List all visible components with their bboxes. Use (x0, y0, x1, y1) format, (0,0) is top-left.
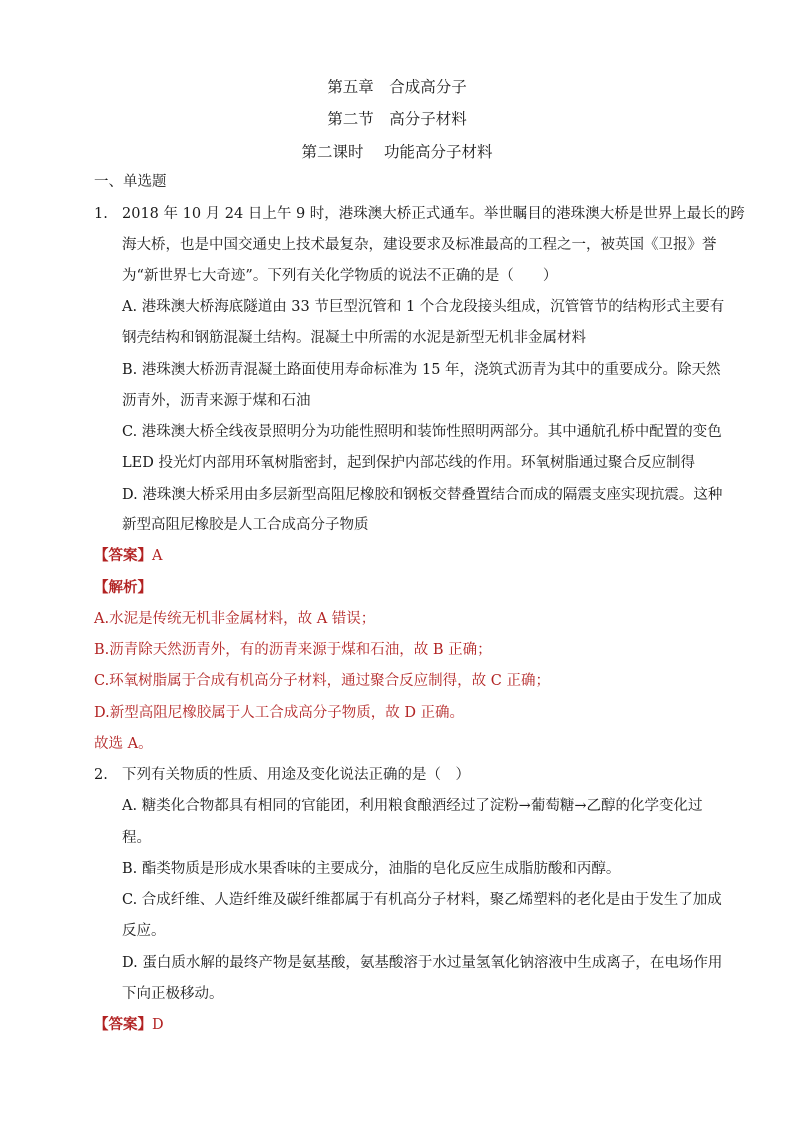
q2-option-d: D. 蛋白质水解的最终产物是氨基酸，氨基酸溶于水过量氢氧化钠溶液中生成离子，在电场作用 (122, 955, 723, 971)
q1-option-b: B. 港珠澳大桥沥青混凝土路面使用寿命标准为 15 年，浇筑式沥青为其中的重要成分。除天然 (122, 362, 721, 378)
lesson-title: 第二课时 功能高分子材料 (301, 143, 493, 161)
q1-option-d: D. 港珠澳大桥采用由多层新型高阻尼橡胶和钢板交替叠置结合而成的隔震支座实现抗震。这种 (122, 487, 723, 503)
q1-stem-line: 为“新世界七大奇迹”。下列有关化学物质的说法不正确的是（ ） (122, 268, 558, 284)
q2-option-a: 程。 (122, 830, 151, 846)
q1-conclusion: 故选 A。 (94, 736, 153, 752)
q1-option-c: C. 港珠澳大桥全线夜景照明分为功能性照明和装饰性照明两部分。其中通航孔桥中配置的变色 (122, 424, 722, 440)
q1-analysis-label: 【解析】 (94, 579, 152, 596)
q1-number: 1. (94, 206, 108, 222)
q2-option-c: 反应。 (122, 923, 166, 939)
chapter-title: 第五章 合成高分子 (327, 78, 467, 96)
q2-option-c: C. 合成纤维、人造纤维及碳纤维都属于有机高分子材料，聚乙烯塑料的老化是由于发生了加成 (122, 892, 722, 908)
q1-answer-label: 【答案】 (94, 547, 152, 564)
q2-option-d: 下向正极移动。 (122, 986, 224, 1002)
q1-option-a: A. 港珠澳大桥海底隧道由 33 节巨型沉管和 1 个合龙段接头组成，沉管管节的结构形式主要有 (122, 299, 725, 315)
section-heading: 一、单选题 (94, 174, 167, 190)
q1-option-a: 钢壳结构和钢筋混凝土结构。混凝土中所需的水泥是新型无机非金属材料 (122, 330, 586, 346)
q1-stem-line: 2018 年 10 月 24 日上午 9 时，港珠澳大桥正式通车。举世瞩目的港珠澳大桥是世界上最长的跨 (122, 206, 745, 222)
q1-analysis-line: D.新型高阻尼橡胶属于人工合成高分子物质，故 D 正确。 (94, 705, 465, 721)
q1-analysis-line: A.水泥是传统无机非金属材料，故 A 错误； (94, 611, 376, 627)
section-title: 第二节 高分子材料 (327, 110, 467, 128)
q2-option-a: A. 糖类化合物都具有相同的官能团，利用粮食酿酒经过了淀粉→葡萄糖→乙醇的化学变化过 (122, 798, 703, 814)
q1-analysis-line: C.环氧树脂属于合成有机高分子材料，通过聚合反应制得，故 C 正确； (94, 673, 550, 689)
q1-option-c: LED 投光灯内部用环氧树脂密封，起到保护内部芯线的作用。环氧树脂通过聚合反应制得 (122, 455, 695, 471)
q1-analysis-line: B.沥青除天然沥青外，有的沥青来源于煤和石油，故 B 正确； (94, 642, 492, 658)
q2-number: 2. (94, 767, 108, 783)
q2-stem: 下列有关物质的性质、用途及变化说法正确的是（ ） (122, 767, 470, 783)
q1-stem-line: 海大桥，也是中国交通史上技术最复杂，建设要求及标准最高的工程之一，被英国《卫报》誉 (122, 237, 717, 253)
q2-answer-value: D (152, 1017, 164, 1033)
q2-option-b: B. 酯类物质是形成水果香味的主要成分，油脂的皂化反应生成脂肪酸和丙醇。 (122, 861, 621, 877)
q1-option-b: 沥青外，沥青来源于煤和石油 (122, 393, 311, 409)
q1-option-d: 新型高阻尼橡胶是人工合成高分子物质 (122, 517, 369, 533)
q2-answer-label: 【答案】 (94, 1016, 152, 1033)
q1-answer-value: A (152, 548, 163, 564)
